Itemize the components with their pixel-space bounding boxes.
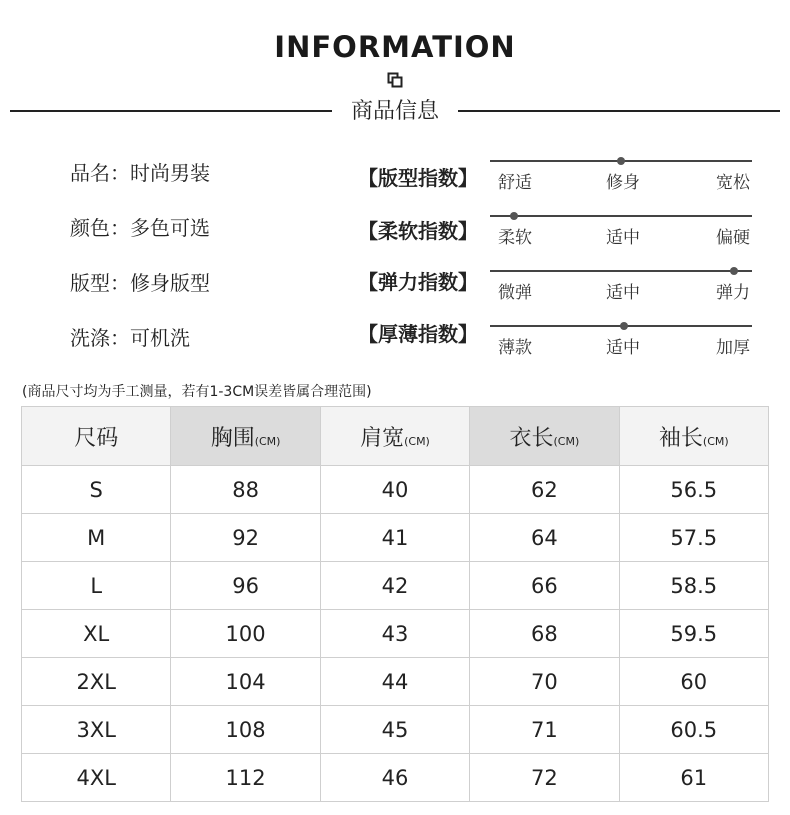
measurement-note: (商品尺寸均为手工测量，若有1-3CM误差皆属合理范围) bbox=[22, 384, 372, 400]
cell-chest: 96 bbox=[171, 562, 320, 610]
overlapping-squares-icon bbox=[387, 72, 403, 88]
cell-shoulder: 46 bbox=[320, 754, 469, 802]
size-table bbox=[21, 406, 769, 802]
index-scale-thickness bbox=[490, 325, 752, 358]
scale-option: 薄款 bbox=[498, 338, 532, 358]
scale-marker bbox=[617, 157, 625, 165]
cell-sleeve: 61 bbox=[619, 754, 768, 802]
page-title: INFORMATION bbox=[274, 30, 516, 64]
table-row bbox=[22, 658, 769, 706]
table-row bbox=[22, 466, 769, 514]
cell-length: 71 bbox=[470, 706, 619, 754]
scale-option: 加厚 bbox=[716, 338, 750, 358]
cell-length: 64 bbox=[470, 514, 619, 562]
cell-sleeve: 57.5 bbox=[619, 514, 768, 562]
cell-length: 66 bbox=[470, 562, 619, 610]
info-label: 版型： bbox=[70, 271, 130, 295]
header-chest: 胸围(CM) bbox=[171, 407, 320, 466]
cell-length: 62 bbox=[470, 466, 619, 514]
cell-chest: 104 bbox=[171, 658, 320, 706]
table-row bbox=[22, 706, 769, 754]
cell-size: S bbox=[22, 466, 171, 514]
table-row bbox=[22, 562, 769, 610]
scale-option: 微弹 bbox=[498, 283, 532, 303]
cell-sleeve: 60.5 bbox=[619, 706, 768, 754]
scale-option: 偏硬 bbox=[716, 228, 750, 248]
info-value: 多色可选 bbox=[130, 216, 210, 240]
cell-length: 72 bbox=[470, 754, 619, 802]
divider-right bbox=[458, 110, 780, 112]
scale-option: 适中 bbox=[606, 228, 640, 248]
scale-option: 适中 bbox=[606, 338, 640, 358]
cell-chest: 92 bbox=[171, 514, 320, 562]
cell-shoulder: 40 bbox=[320, 466, 469, 514]
cell-size: M bbox=[22, 514, 171, 562]
cell-chest: 100 bbox=[171, 610, 320, 658]
scale-option: 弹力 bbox=[716, 283, 750, 303]
info-row-washing bbox=[70, 322, 190, 351]
scale-line bbox=[490, 215, 752, 217]
cell-shoulder: 42 bbox=[320, 562, 469, 610]
cell-size: L bbox=[22, 562, 171, 610]
table-header-row bbox=[22, 407, 769, 466]
info-row-fit bbox=[70, 267, 210, 296]
cell-length: 70 bbox=[470, 658, 619, 706]
cell-size: 3XL bbox=[22, 706, 171, 754]
cell-shoulder: 43 bbox=[320, 610, 469, 658]
cell-chest: 88 bbox=[171, 466, 320, 514]
index-label-softness: 【柔软指数】 bbox=[358, 219, 478, 243]
scale-marker bbox=[620, 322, 628, 330]
info-label: 洗涤： bbox=[70, 326, 130, 350]
index-scale-elasticity bbox=[490, 270, 752, 303]
index-scale-fit bbox=[490, 160, 752, 193]
scale-option: 宽松 bbox=[716, 173, 750, 193]
info-value: 修身版型 bbox=[130, 271, 210, 295]
cell-sleeve: 59.5 bbox=[619, 610, 768, 658]
index-label-fit: 【版型指数】 bbox=[358, 166, 478, 190]
scale-option: 适中 bbox=[606, 283, 640, 303]
info-label: 品名： bbox=[70, 161, 130, 185]
table-row bbox=[22, 514, 769, 562]
divider-left bbox=[10, 110, 332, 112]
index-scale-softness bbox=[490, 215, 752, 248]
cell-size: 4XL bbox=[22, 754, 171, 802]
info-label: 颜色： bbox=[70, 216, 130, 240]
info-row-name bbox=[70, 157, 210, 186]
scale-option: 柔软 bbox=[498, 228, 532, 248]
table-row bbox=[22, 610, 769, 658]
scale-marker bbox=[730, 267, 738, 275]
header-sleeve: 袖长(CM) bbox=[619, 407, 768, 466]
index-label-elasticity: 【弹力指数】 bbox=[358, 270, 478, 294]
header-shoulder: 肩宽(CM) bbox=[320, 407, 469, 466]
table-row bbox=[22, 754, 769, 802]
header-length: 衣长(CM) bbox=[470, 407, 619, 466]
info-row-color bbox=[70, 212, 210, 241]
cell-shoulder: 41 bbox=[320, 514, 469, 562]
index-label-thickness: 【厚薄指数】 bbox=[358, 322, 478, 346]
cell-sleeve: 58.5 bbox=[619, 562, 768, 610]
cell-chest: 112 bbox=[171, 754, 320, 802]
header-size: 尺码 bbox=[22, 407, 171, 466]
cell-sleeve: 60 bbox=[619, 658, 768, 706]
info-value: 可机洗 bbox=[130, 326, 190, 350]
scale-marker bbox=[510, 212, 518, 220]
cell-sleeve: 56.5 bbox=[619, 466, 768, 514]
scale-line bbox=[490, 270, 752, 272]
cell-chest: 108 bbox=[171, 706, 320, 754]
cell-size: 2XL bbox=[22, 658, 171, 706]
cell-shoulder: 44 bbox=[320, 658, 469, 706]
section-subtitle: 商品信息 bbox=[350, 99, 439, 124]
info-value: 时尚男装 bbox=[130, 161, 210, 185]
cell-shoulder: 45 bbox=[320, 706, 469, 754]
scale-option: 修身 bbox=[606, 173, 640, 193]
cell-size: XL bbox=[22, 610, 171, 658]
cell-length: 68 bbox=[470, 610, 619, 658]
scale-option: 舒适 bbox=[498, 173, 532, 193]
